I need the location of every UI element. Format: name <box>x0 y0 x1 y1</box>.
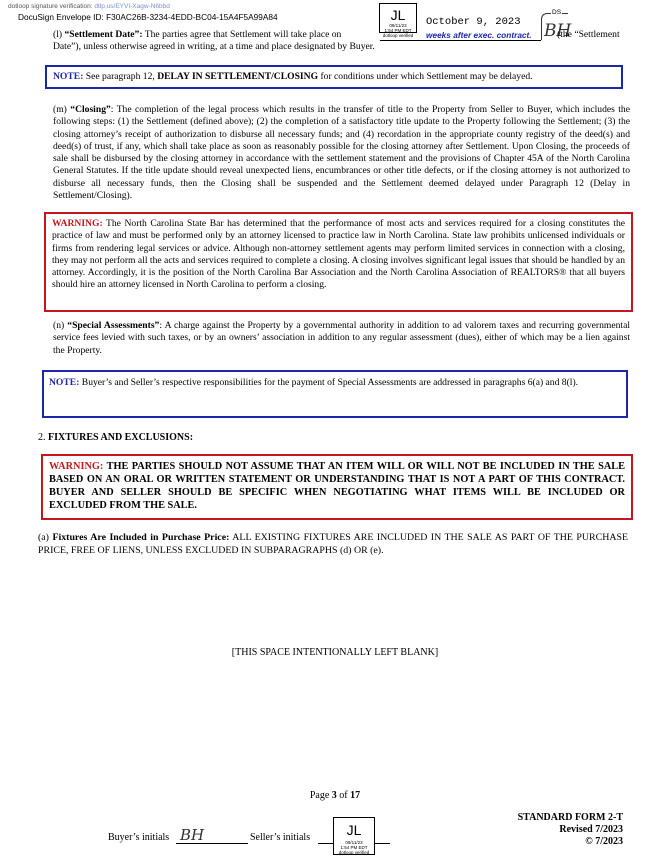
stamp-date: 09/11/23 <box>389 23 407 28</box>
note1-label: NOTE: <box>53 71 84 82</box>
stamp-label: dotloop verified <box>382 33 414 38</box>
page-total: 17 <box>350 790 361 801</box>
warning2-label: WARNING: <box>49 461 104 472</box>
page-number <box>0 790 670 801</box>
section-m-text: : The completion of the legal process which results in the transfer of title to the Property from Seller to Buyer, which includes the following steps: (1) the Settlement (defined above); (2) the completion of a satisfactory title update to the Property following the Settlement; (3) the closing attorney’s receipt of authorization to disburse all necessary funds; and (4) recordation in the appropriate county registry of the deed(s) and deed(s) of trust, if any, which shall take place as soon as reasonably possible for the closing attorney after Settlement. Upon Closing, the proceeds of sale shall be disbursed by the closing attorney in accordance with the settlement statement and the provisions of Chapter 45A of the North Carolina General Statutes. If the title update should reveal unexpected liens, encumbrances or other title defects, or if the closing attorney is not authorized to disburse all necessary funds, then the Closing shall be suspended and the Settlement deemed delayed under Paragraph 12 (Delay in Settlement/Closing). <box>53 104 630 202</box>
seller-initials-label: Seller’s initials <box>250 832 311 843</box>
stamp-initials: JL <box>390 7 406 23</box>
verification-link[interactable]: dtlp.us/EYVI-Xagw-N6bbd <box>94 3 170 10</box>
warning1-label: WARNING: <box>52 218 103 229</box>
warning1-text: The North Carolina State Bar has determined that the performance of most acts and services required for a closing constitutes the practice of law and must be performed only by an attorney licensed to practice law in North Carolina. State law prohibits unlicensed individuals or firms from rendering legal services or advice. Although non-attorney settlement agents may perform limited services in connection with a closing, they may not perform all the acts and services required to complete a closing. A closing involves significant legal issues that should be handled by an attorney. Accordingly, it is the position of the North Carolina Bar Association and the North Carolina Association of REALTORS® that all buyers should hire an attorney licensed in North Carolina to perform a closing. <box>52 218 625 291</box>
page-current: 3 <box>331 790 337 801</box>
note2-label: NOTE: <box>49 377 80 388</box>
section-m-term: “Closing” <box>70 104 111 115</box>
note1-bold: DELAY IN SETTLEMENT/CLOSING <box>157 71 319 82</box>
stamp-bottom-label: dotloop verified <box>338 850 370 855</box>
buyer-initials-top[interactable]: BH <box>544 21 572 41</box>
form-copyright: © 7/2023 <box>585 836 623 847</box>
form-name: STANDARD FORM 2-T <box>517 812 623 823</box>
section-2-number: 2. <box>38 432 46 443</box>
verification-line <box>8 3 170 10</box>
section-n-marker: (n) <box>53 320 65 331</box>
section-l-text-c: Date”), unless otherwise agreed in writing, at a time and place designated by Buyer. <box>53 41 375 53</box>
section-l-settlement-date <box>53 29 630 54</box>
stamp-bottom-initials: JL <box>346 822 362 838</box>
settlement-date-underline <box>380 40 541 41</box>
stamp-bottom-date: 09/11/23 <box>345 840 363 845</box>
buyer-initials-bottom[interactable]: BH <box>180 826 205 844</box>
note2-text: Buyer’s and Seller’s respective responsibilities for the payment of Special Assessments are addressed in paragraphs 6(a) and 8(l). <box>81 377 579 388</box>
warning-attorney <box>52 218 625 292</box>
section-l-term: “Settlement Date”: <box>64 29 143 40</box>
section-2-title: FIXTURES AND EXCLUSIONS: <box>48 432 194 443</box>
section-l-text-a: The parties agree that Settlement will take place on <box>144 29 342 40</box>
section-n-term: “Special Assessments” <box>67 320 160 331</box>
section-a-marker: (a) <box>38 532 49 543</box>
note1-text-a: See paragraph 12, <box>85 71 155 82</box>
note-special-assessments <box>49 377 623 389</box>
section-a-text: ALL EXISTING FIXTURES ARE INCLUDED IN THE SALE AS PART OF THE PURCHASE PRICE, FREE OF LIENS, UNLESS EXCLUDED IN SUBPARAGRAPHS (d) OR (e). <box>38 532 629 556</box>
section-l-marker: (l) <box>53 29 63 40</box>
note-settlement-delay <box>53 71 533 83</box>
stamp-bottom-time: 1:54 PM EDT <box>340 845 368 850</box>
section-n-special-assessments <box>53 320 630 357</box>
seller-initials-stamp-bottom <box>333 817 375 855</box>
warning2-text: THE PARTIES SHOULD NOT ASSUME THAT AN ITEM WILL OR WILL NOT BE INCLUDED IN THE SALE BASED ON AN ORAL OR WRITTEN STATEMENT OR UNDERSTANDING THAT IS NOT A PART OF THIS CONTRACT. BUYER AND SELLER SHOULD BE SPECIFIC WHEN NEGOTIATING WHAT ITEMS WILL BE INCLUDED OR EXCLUDED FROM THE SALE. <box>49 461 625 511</box>
buyer-initials-label: Buyer’s initials <box>108 832 170 843</box>
section-m-marker: (m) <box>53 104 67 115</box>
stamp-time: 1:54 PM EDT <box>384 28 412 33</box>
verification-prefix: dotloop signature verification: <box>8 3 93 10</box>
warning-fixtures <box>49 460 625 512</box>
section-m-closing <box>53 104 630 202</box>
section-a-fixtures-included <box>38 532 628 557</box>
section-n-text: : A charge against the Property by a governmental authority in addition to ad valorem taxes and recurring governmental service fees levied with such taxes, or by an owners’ association in addition to any regular assessment (dues), either of which may be a lien against the Property. <box>53 320 630 356</box>
ds-label: DS <box>552 9 562 16</box>
settlement-date-value[interactable]: October 9, 2023 <box>426 16 521 28</box>
note1-text-b: for conditions under which Settlement may be delayed. <box>320 71 533 82</box>
envelope-id: DocuSign Envelope ID: F30AC26B-3234-4EDD-BC04-15A4F5A99A84 <box>18 12 278 22</box>
section-2-heading <box>38 432 193 443</box>
section-l-text-b: (the “Settlement <box>557 29 620 40</box>
intentionally-blank-notice: [THIS SPACE INTENTIONALLY LEFT BLANK] <box>231 647 439 658</box>
form-identifier <box>518 812 623 848</box>
section-a-term: Fixtures Are Included in Purchase Price: <box>52 532 230 543</box>
weeks-after-text[interactable]: weeks after exec. contract. <box>426 30 532 40</box>
page-of: of <box>339 790 348 801</box>
page-word: Page <box>309 790 330 801</box>
form-revised: Revised 7/2023 <box>559 824 623 835</box>
